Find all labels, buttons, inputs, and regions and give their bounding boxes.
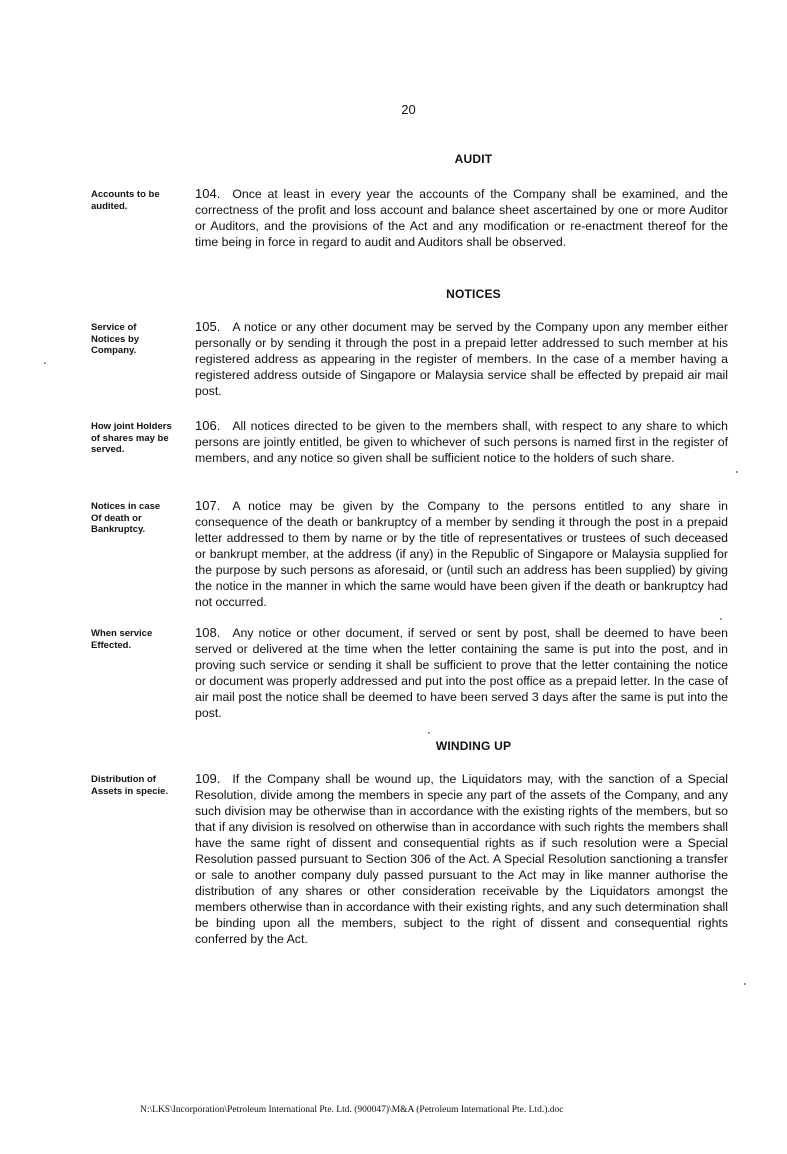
scan-speck <box>736 471 738 473</box>
clause-106 <box>195 418 728 466</box>
clause-104 <box>195 186 728 250</box>
page-number: 20 <box>401 102 416 117</box>
clause-107 <box>195 498 728 610</box>
clause-number: 108. <box>195 625 221 640</box>
margin-note-104: Accounts to be audited. <box>91 189 160 212</box>
clause-number: 105. <box>195 319 221 334</box>
margin-note-107: Notices in case Of death or Bankruptcy. <box>91 501 161 535</box>
clause-text: If the Company shall be wound up, the Liquidators may, with the sanction of a Special Resolution, divide among the members in specie any part of the assets of the Company, and any such division may be otherwise than in accordance with the existing rights of the members, but so that if any division is resolved on otherwise than in accordance with such rights the members shall have the same right of dissent and consequential rights as if such resolution were a Special Resolution passed pursuant to Section 306 of the Act. A Special Resolution sanctioning a transfer or sale to another company duly passed pursuant to the Act may in like manner authorise the distribution of any shares or other consideration receivable by the Liquidators amongst the members otherwise than in accordance with their existing rights, and any such determination shall be binding upon all the members, subject to the right of dissent and consequential rights conferred by the Act. <box>195 772 728 946</box>
clause-text: All notices directed to be given to the members shall, with respect to any share to which persons are jointly entitled, be given to whichever of such persons is named first in the register of members, and any notice so given shall be sufficient notice to the holders of such share. <box>195 419 728 465</box>
footer-file-path: N:\LKS\Incorporation\Petroleum International Pte. Ltd. (900047)\M&A (Petroleum International Pte. Ltd.).doc <box>140 1105 564 1115</box>
margin-note-105: Service of Notices by Company. <box>91 322 140 356</box>
clause-number: 109. <box>195 771 221 786</box>
scan-speck <box>44 362 46 364</box>
scan-speck <box>428 732 430 734</box>
clause-number: 106. <box>195 418 221 433</box>
clause-109 <box>195 771 728 947</box>
section-heading-winding-up: WINDING UP <box>435 739 512 753</box>
clause-text: A notice or any other document may be served by the Company upon any member either personally or by sending it through the post in a prepaid letter addressed to such member at his registered address as appearing in the register of members. In the case of a member having a registered address outside of Singapore or Malaysia service shall be effected by prepaid air mail post. <box>195 320 728 398</box>
clause-text: Once at least in every year the accounts of the Company shall be examined, and the correctness of the profit and loss account and balance sheet ascertained by one or more Auditor or Auditors, and the provisions of the Act and any modification or re-enactment thereof for the time being in force in regard to audit and Auditors shall be observed. <box>195 187 728 249</box>
margin-note-106: How joint Holders of shares may be served. <box>91 421 172 455</box>
clause-108 <box>195 625 728 721</box>
margin-note-108: When service Effected. <box>91 628 153 651</box>
scan-speck <box>744 983 746 985</box>
clause-105 <box>195 319 728 399</box>
section-heading-audit: AUDIT <box>454 152 493 166</box>
clause-number: 107. <box>195 498 221 513</box>
clause-number: 104. <box>195 186 221 201</box>
section-heading-notices: NOTICES <box>446 287 501 301</box>
margin-note-109: Distribution of Assets in specie. <box>91 774 169 797</box>
clause-text: Any notice or other document, if served or sent by post, shall be deemed to have been served or delivered at the time when the letter containing the same is put into the post, and in proving such service or sending it shall be sufficient to prove that the letter containing the notice or document was properly addressed and put into the post office as a prepaid letter. In the case of air mail post the notice shall be deemed to have been served 3 days after the same is put into the post. <box>195 626 728 720</box>
scan-speck <box>720 618 722 620</box>
clause-text: A notice may be given by the Company to the persons entitled to any share in consequence of the death or bankruptcy of a member by sending it through the post in a prepaid letter addressed to them by name or by the title of representatives or trustees of such deceased or bankrupt member, at the address (if any) in the Republic of Singapore or Malaysia supplied for the purpose by such persons as aforesaid, or (until such an address has been supplied) by giving the notice in the manner in which the same would have been given if the death or bankruptcy had not occurred. <box>195 499 728 609</box>
